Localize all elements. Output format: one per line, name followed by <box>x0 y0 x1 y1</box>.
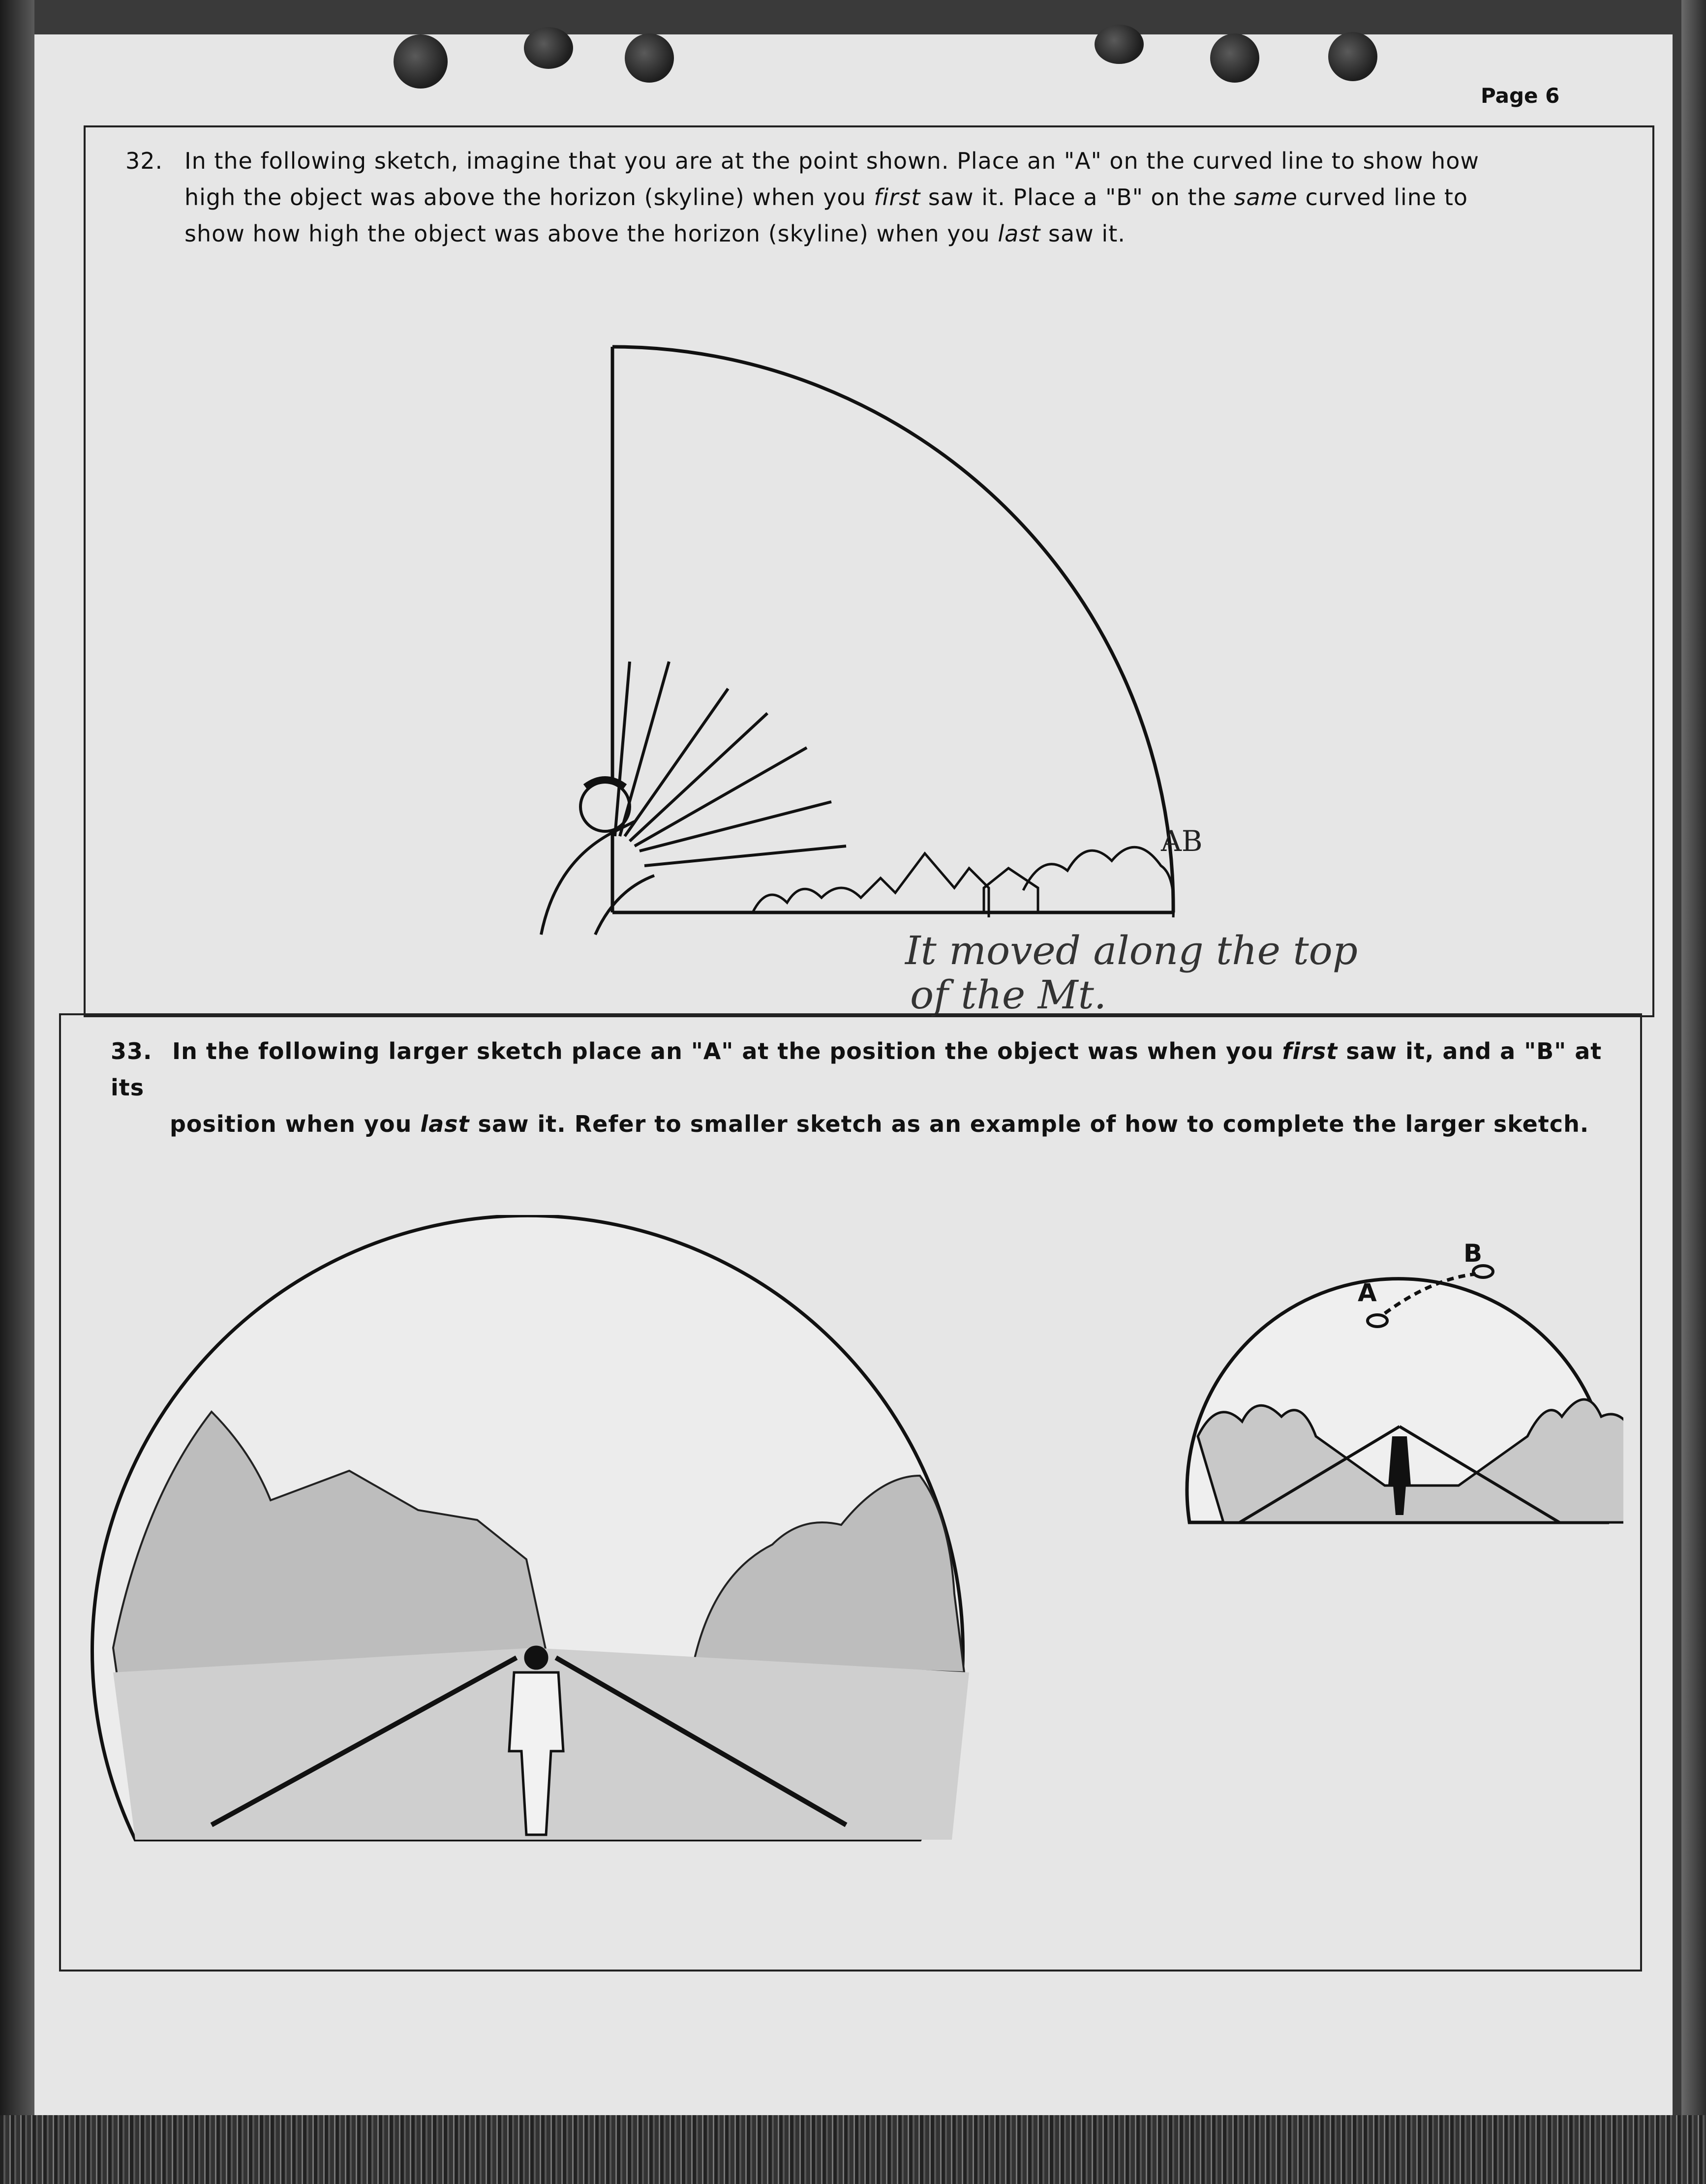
question-32-text <box>125 143 1611 252</box>
example-label-b: B <box>1463 1239 1483 1268</box>
question-number: 32. <box>125 148 163 174</box>
binder-hole <box>1210 33 1259 83</box>
question-line: show how high the object was above the horizon (skyline) when you last saw it. <box>184 220 1126 247</box>
question-line: In the following sketch, imagine that you are at the point shown. Place an "A" on the curved line to show how <box>184 148 1479 174</box>
large-street-sketch <box>89 1215 999 1854</box>
town-skyline <box>753 847 1174 917</box>
binder-hole <box>1328 32 1377 81</box>
binder-hole <box>394 34 448 89</box>
example-label-a: A <box>1358 1278 1377 1307</box>
question-line: position when you last saw it. Refer to smaller sketch as an example of how to complete the larger sketch. <box>170 1111 1589 1137</box>
scan-edge-right <box>1681 0 1706 2184</box>
question-33-text: 33. In the following larger sketch place an "A" at the position the object was when you first saw it, and a "B" at its position when you last saw it. Refer to smaller sketch as an example of how to complete the larger sketch. <box>111 1033 1626 1142</box>
scan-edge-left <box>0 0 34 2184</box>
sky-arc <box>612 347 1173 912</box>
handwritten-answer: It moved along the top <box>905 928 1358 973</box>
answer-marks-label: AB <box>1161 824 1203 858</box>
question-number: 33. <box>111 1038 152 1064</box>
page-number: Page 6 <box>1481 84 1560 108</box>
binder-hole <box>1095 25 1144 64</box>
small-example-sketch <box>1181 1215 1623 1535</box>
binder-holes <box>0 0 1706 98</box>
handwritten-answer: of the Mt. <box>910 972 1107 1018</box>
quarter-circle-sketch <box>517 334 1550 1023</box>
question-line: In the following larger sketch place an "A" at the position the object was when you <box>172 1038 1282 1064</box>
pointing-man-icon <box>541 662 846 935</box>
scan-edge-bottom <box>0 2115 1706 2184</box>
question-line: high the object was above the horizon (skyline) when you first saw it. Place a "B" on the same curved line to <box>184 184 1468 211</box>
binder-hole <box>625 33 674 83</box>
binder-hole <box>524 27 573 69</box>
